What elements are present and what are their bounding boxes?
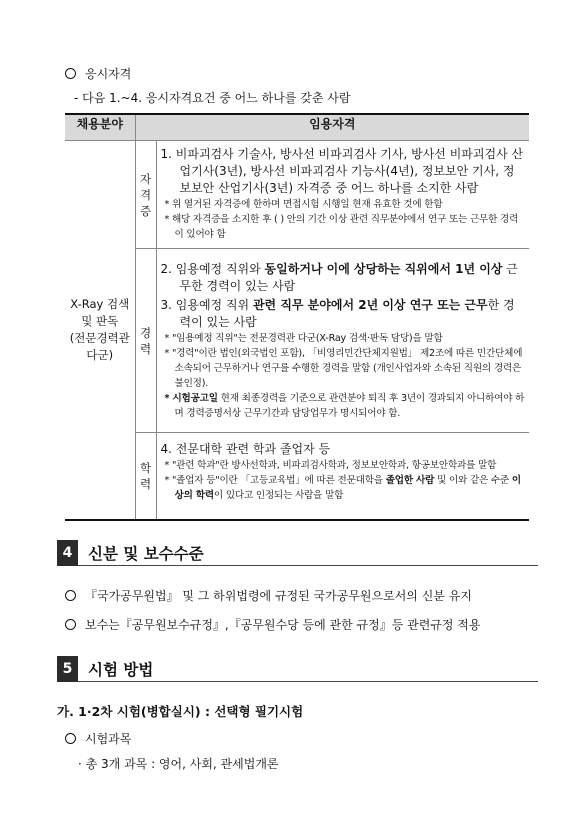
header-field: 채용분야 [65,114,135,141]
section-number: 4 [57,540,78,566]
qualification-table [65,113,529,521]
qualification-desc: - 다음 1.~4. 응시자격요건 중 어느 하나를 갖춘 사람 [74,91,351,105]
item-4: 4. 전문대학 관련 학과 졸업자 등 [160,442,331,456]
circle-bullet-icon [65,590,76,601]
note: * "졸업자 등"이란 「고등교육법」에 따른 전문대학을 졸업한 사람 및 이와 같은 수준 이상의 학력이 있다고 인정되는 사람을 말함 [164,475,521,501]
note: * 해당 자격증을 소지한 후 ( ) 안의 기간 이상 관련 직무분야에서 연구 또는 근무한 경력이 있어야 함 [164,214,519,240]
circle-bullet-icon [65,619,76,630]
item-3: 3. 임용예정 직위 관련 직무 분야에서 2년 이상 연구 또는 근무한 경력이 있는 사람 [160,298,515,329]
section4-item-2: 보수는『공무원보수규정』,『공무원수당 등에 관한 규정』등 관련규정 적용 [65,616,480,633]
section4-item-1: 『국가공무원법』 및 그 하위법령에 규정된 국가공무원으로서의 신분 유지 [65,587,472,604]
row-label-education: 학 력 [135,433,156,521]
subject-heading: 시험과목 [65,730,131,747]
field-cell: X-Ray 검색 및 판독 (전문경력관 다군) [65,141,135,521]
note: * "관련 학과"란 방사선학과, 비파괴검사학과, 정보보안학과, 항공보안학과를 말함 [164,460,497,471]
section-number: 5 [57,656,78,682]
subject-desc: · 총 3개 과목 : 영어, 사회, 관세법개론 [78,757,279,771]
certificate-content [156,141,529,249]
note: * "경력"이란 법인(외국법인 포함), 「비영리민간단체지원법」 제2조에 따른 민간단체에 소속되어 근무하거나 연구를 수행한 경력을 말함 (개인사업자와 소속된 직원의 경력은 불인정). [164,348,523,389]
education-content [156,433,529,521]
career-content [156,249,529,433]
note: * "임용예정 직위"는 전문경력관 다군(X-Ray 검색·판독 담당)을 말함 [164,333,443,344]
note: * 시험공고일 현재 최종경력을 기준으로 관련분야 퇴직 후 3년이 경과되지 아니하여야 하며 경력증명서상 근무기간과 담당업무가 명시되어야 함. [164,393,525,419]
section-5-heading [57,656,153,682]
item-1: 1. 비파괴검사 기술사, 방사선 비파괴검사 기사, 방사선 비파괴검사 산업기사(3년), 방사선 비파괴검사 기능사(4년), 정보보안 기사, 정보보안 산업기사(3년) 자격증 중 어느 하나를 소지한 사람 [160,147,524,195]
row-label-certificate: 자 격 증 [135,141,156,249]
section-4-heading [57,540,204,566]
qualification-heading: 응시자격 [65,65,131,82]
circle-bullet-icon [65,68,76,79]
circle-bullet-icon [65,733,76,744]
note: * 위 열거된 자격증에 한하며 면접시험 시행일 현재 유효한 것에 한함 [164,199,443,210]
section-divider [78,565,538,566]
section-divider [78,681,538,682]
section-title: 시험 방법 [88,661,154,679]
section-title: 신분 및 보수수준 [88,545,204,563]
section5-subheading: 가. 1·2차 시험(병합실시) : 선택형 필기시험 [57,704,304,719]
row-label-career: 경 력 [135,249,156,433]
header-qualification: 임용자격 [135,114,529,141]
item-2: 2. 임용예정 직위와 동일하거나 이에 상당하는 직위에서 1년 이상 근무한 경력이 있는 사람 [160,262,518,293]
